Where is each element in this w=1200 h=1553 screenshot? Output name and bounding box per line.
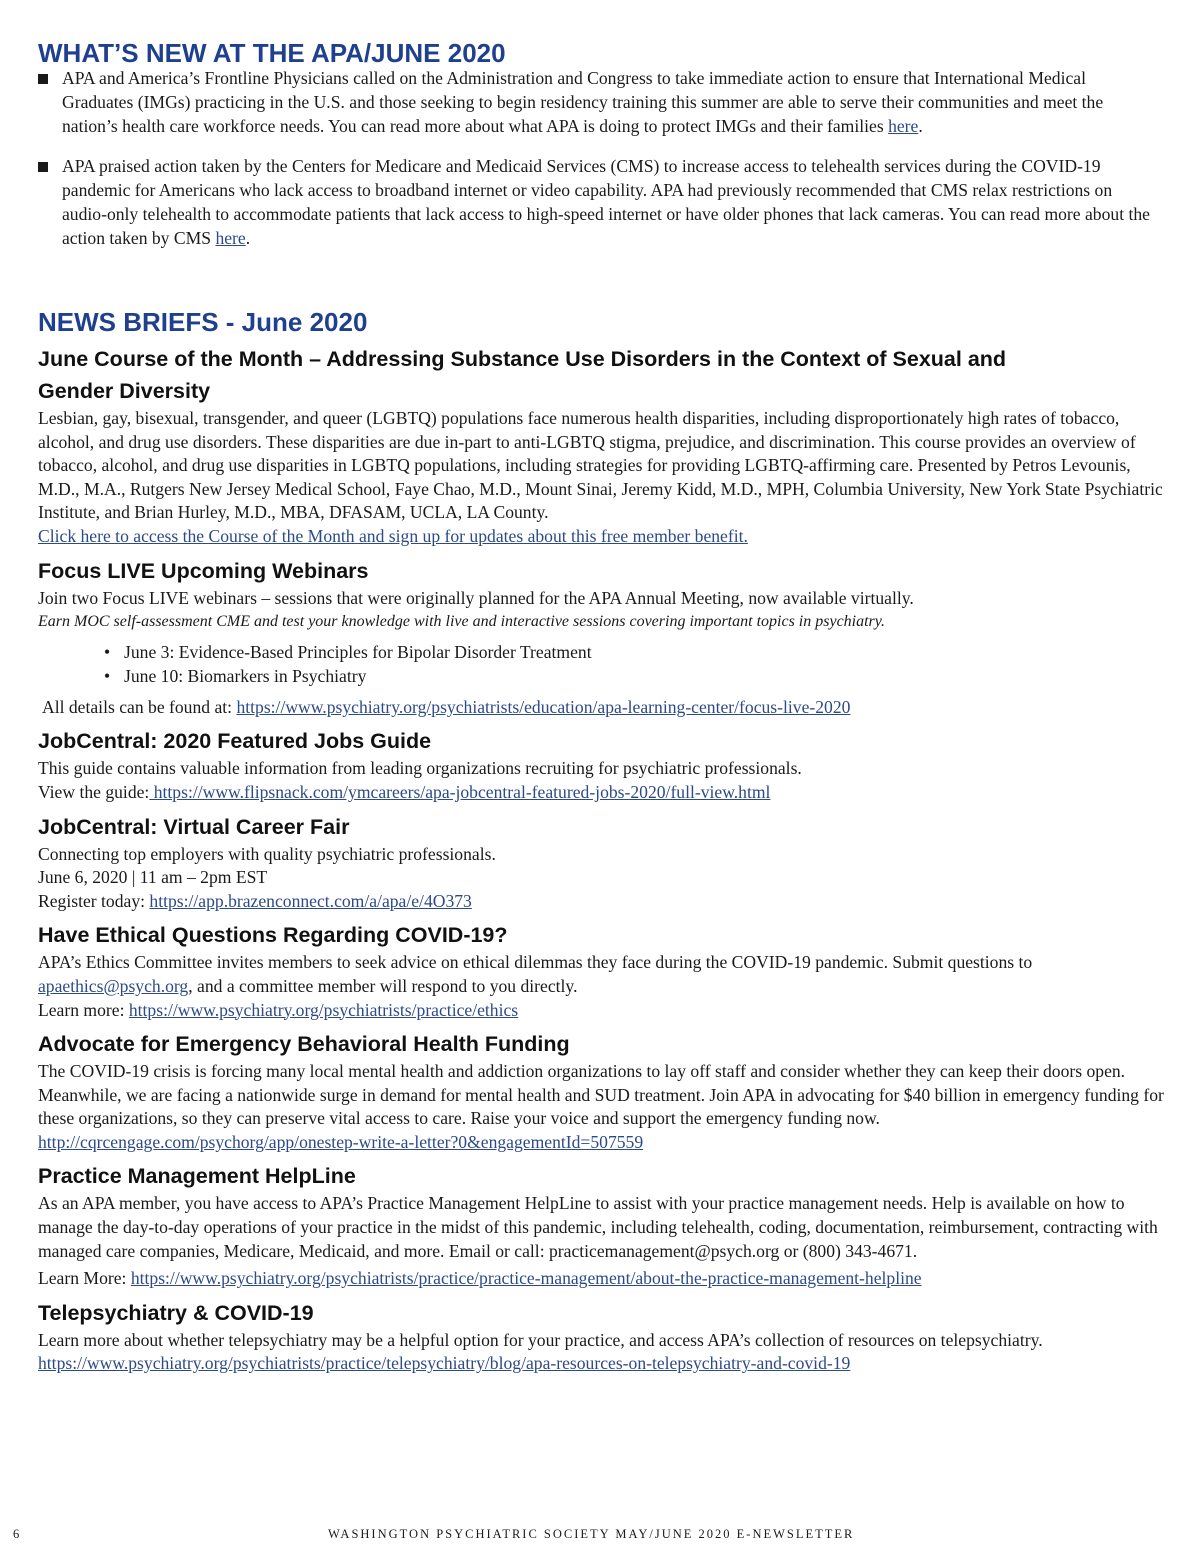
- ethics-body: [38, 951, 1168, 998]
- advocate-heading: Advocate for Emergency Behavioral Health Funding: [38, 1032, 570, 1057]
- career-fair-link[interactable]: https://app.brazenconnect.com/a/apa/e/4O373: [149, 890, 472, 911]
- whats-new-list: [38, 66, 1158, 250]
- bullet-square-icon: [38, 74, 48, 84]
- telepsych-link[interactable]: https://www.psychiatry.org/psychiatrists/practice/telepsychiatry/blog/apa-resources-on-telepsychiatry-and-covid-19: [38, 1353, 851, 1374]
- jobs-guide-body: This guide contains valuable information from leading organizations recruiting for psychiatric professionals.: [38, 758, 802, 779]
- focus-session-list: [100, 640, 1168, 688]
- focus-italic-note: Earn MOC self-assessment CME and test your knowledge with live and interactive sessions covering important topics in psychiatry.: [38, 613, 885, 631]
- career-fair-body: Connecting top employers with quality psychiatric professionals.: [38, 843, 496, 864]
- whats-new-item: [38, 66, 1158, 138]
- focus-heading: Focus LIVE Upcoming Webinars: [38, 558, 369, 583]
- helpline-body: As an APA member, you have access to APA’s Practice Management HelpLine to assist with your practice management needs. Help is available on how to manage the day-to-day operations of your practice in the midst of this pandemic, including telehealth, coding, documentation, reimbursement, contracting with managed care companies, Medicare, Medicaid, and more. Email or call: practicemanagement@psych.org or (800) 343-4671.: [38, 1193, 1158, 1261]
- list-item: • June 10: Biomarkers in Psychiatry: [100, 664, 1168, 688]
- course-brief: [38, 343, 1168, 549]
- whats-new-title: WHAT’S NEW AT THE APA/JUNE 2020: [38, 38, 506, 68]
- career-fair-brief: [38, 811, 1168, 914]
- course-link[interactable]: Click here to access the Course of the Month and sign up for updates about this free member benefit.: [38, 525, 748, 546]
- course-body: Lesbian, gay, bisexual, transgender, and queer (LGBTQ) populations face numerous health disparities, including disproportionately high rates of tobacco, alcohol, and drug use disorders. These disparities are due in-part to anti-LGBTQ stigma, prejudice, and discrimination. This course provides an overview of tobacco, alcohol, and drug use disparities in LGBTQ populations, including strategies for providing LGBTQ-affirming care. Presented by Petros Levounis, M.D., M.A., Rutgers New Jersey Medical School, Faye Chao, M.D., Mount Sinai, Jeremy Kidd, M.D., MPH, Columbia University, New York State Psychiatric Institute, and Brian Hurley, M.D., MBA, DFASAM, UCLA, LA County.: [38, 408, 1163, 523]
- helpline-learn: [38, 1267, 1168, 1291]
- ethics-learn-label: Learn more:: [38, 999, 129, 1020]
- ethics-heading: Have Ethical Questions Regarding COVID-19?: [38, 923, 508, 948]
- view-guide-label: View the guide:: [38, 781, 150, 802]
- ethics-email-link[interactable]: apaethics@psych.org: [38, 975, 189, 996]
- ethics-body-start: APA’s Ethics Committee invites members to seek advice on ethical dilemmas they face during the COVID-19 pandemic. Submit questions to: [38, 952, 1033, 973]
- news-briefs-title: NEWS BRIEFS - June 2020: [38, 307, 368, 337]
- bullet-square-icon: [38, 162, 48, 172]
- advocate-link[interactable]: http://cqrcengage.com/psychorg/app/onestep-write-a-letter?0&engagementId=507559: [38, 1131, 644, 1152]
- ethics-brief: [38, 919, 1168, 1022]
- jobs-guide-view: [38, 781, 1168, 805]
- cms-here-link[interactable]: here: [215, 228, 246, 248]
- career-fair-date: June 6, 2020 | 11 am – 2pm EST: [38, 867, 268, 888]
- advocate-body: The COVID-19 crisis is forcing many local mental health and addiction organizations to lay off staff and consider whether they can keep their doors open. Meanwhile, we are facing a nationwide surge in demand for mental health and SUD treatment. Join APA in advocating for $40 billion in emergency funding for these organizations, so they can preserve vital access to care. Raise your voice and support the emergency funding now.: [38, 1061, 1164, 1129]
- jobs-guide-heading: JobCentral: 2020 Featured Jobs Guide: [38, 729, 432, 754]
- item-tail: .: [918, 116, 923, 136]
- telepsych-body: Learn more about whether telepsychiatry may be a helpful option for your practice, and access APA’s collection of resources on telepsychiatry.: [38, 1329, 1043, 1350]
- whats-new-item-text: APA and America’s Frontline Physicians called on the Administration and Congress to take immediate action to ensure that International Medical Graduates (IMGs) practicing in the U.S. and those seeking to begin residency training this summer are able to serve their communities and meet the nation’s health care workforce needs. You can read more about what APA is doing to protect IMGs and their families: [62, 68, 1104, 136]
- news-briefs-body: [38, 343, 1168, 1376]
- career-fair-register: [38, 890, 1168, 914]
- focus-body: Join two Focus LIVE webinars – sessions that were originally planned for the APA Annual Meeting, now available virtually.: [38, 587, 914, 608]
- newsletter-name: WASHINGTON PSYCHIATRIC SOCIETY MAY/JUNE 2020 E-NEWSLETTER: [328, 1527, 855, 1541]
- helpline-heading: Practice Management HelpLine: [38, 1164, 356, 1189]
- ethics-body-end: , and a committee member will respond to you directly.: [188, 975, 578, 996]
- jobs-guide-link[interactable]: https://www.flipsnack.com/ymcareers/apa-jobcentral-featured-jobs-2020/full-view.html: [149, 781, 771, 802]
- ethics-learn: [38, 999, 1168, 1023]
- focus-details: [38, 696, 1168, 720]
- telepsych-heading: Telepsychiatry & COVID-19: [38, 1300, 314, 1325]
- ethics-link[interactable]: https://www.psychiatry.org/psychiatrists/practice/ethics: [128, 999, 519, 1020]
- focus-details-link[interactable]: https://www.psychiatry.org/psychiatrists/education/apa-learning-center/focus-live-2020: [236, 696, 851, 717]
- advocate-brief: [38, 1028, 1168, 1154]
- list-item: • June 3: Evidence-Based Principles for Bipolar Disorder Treatment: [100, 640, 1168, 664]
- helpline-learn-label: Learn More:: [38, 1268, 131, 1289]
- course-heading: June Course of the Month – Addressing Substance Use Disorders in the Context of Sexual and Gender Diversity: [38, 347, 1007, 403]
- whats-new-item: [38, 154, 1158, 250]
- page-number: 6: [13, 1527, 20, 1541]
- career-fair-heading: JobCentral: Virtual Career Fair: [38, 814, 350, 839]
- whats-new-item-text: APA praised action taken by the Centers for Medicare and Medicaid Services (CMS) to increase access to telehealth services during the COVID-19 pandemic for Americans who lack access to broadband internet or video capability. APA had previously recommended that CMS relax restrictions on audio-only telehealth to accommodate patients that lack access to high-speed internet or have older phones that lack cameras. You can read more about the action taken by CMS: [62, 156, 1150, 248]
- focus-details-label: All details can be found at:: [42, 696, 237, 717]
- register-label: Register today:: [38, 890, 150, 911]
- telepsych-brief: [38, 1297, 1168, 1376]
- focus-brief: [38, 555, 1168, 720]
- jobs-guide-brief: [38, 725, 1168, 804]
- helpline-brief: [38, 1160, 1168, 1290]
- helpline-link[interactable]: https://www.psychiatry.org/psychiatrists/practice/practice-management/about-the-practice-management-helpline: [130, 1268, 922, 1289]
- img-here-link[interactable]: here: [888, 116, 919, 136]
- item-tail: .: [245, 228, 251, 248]
